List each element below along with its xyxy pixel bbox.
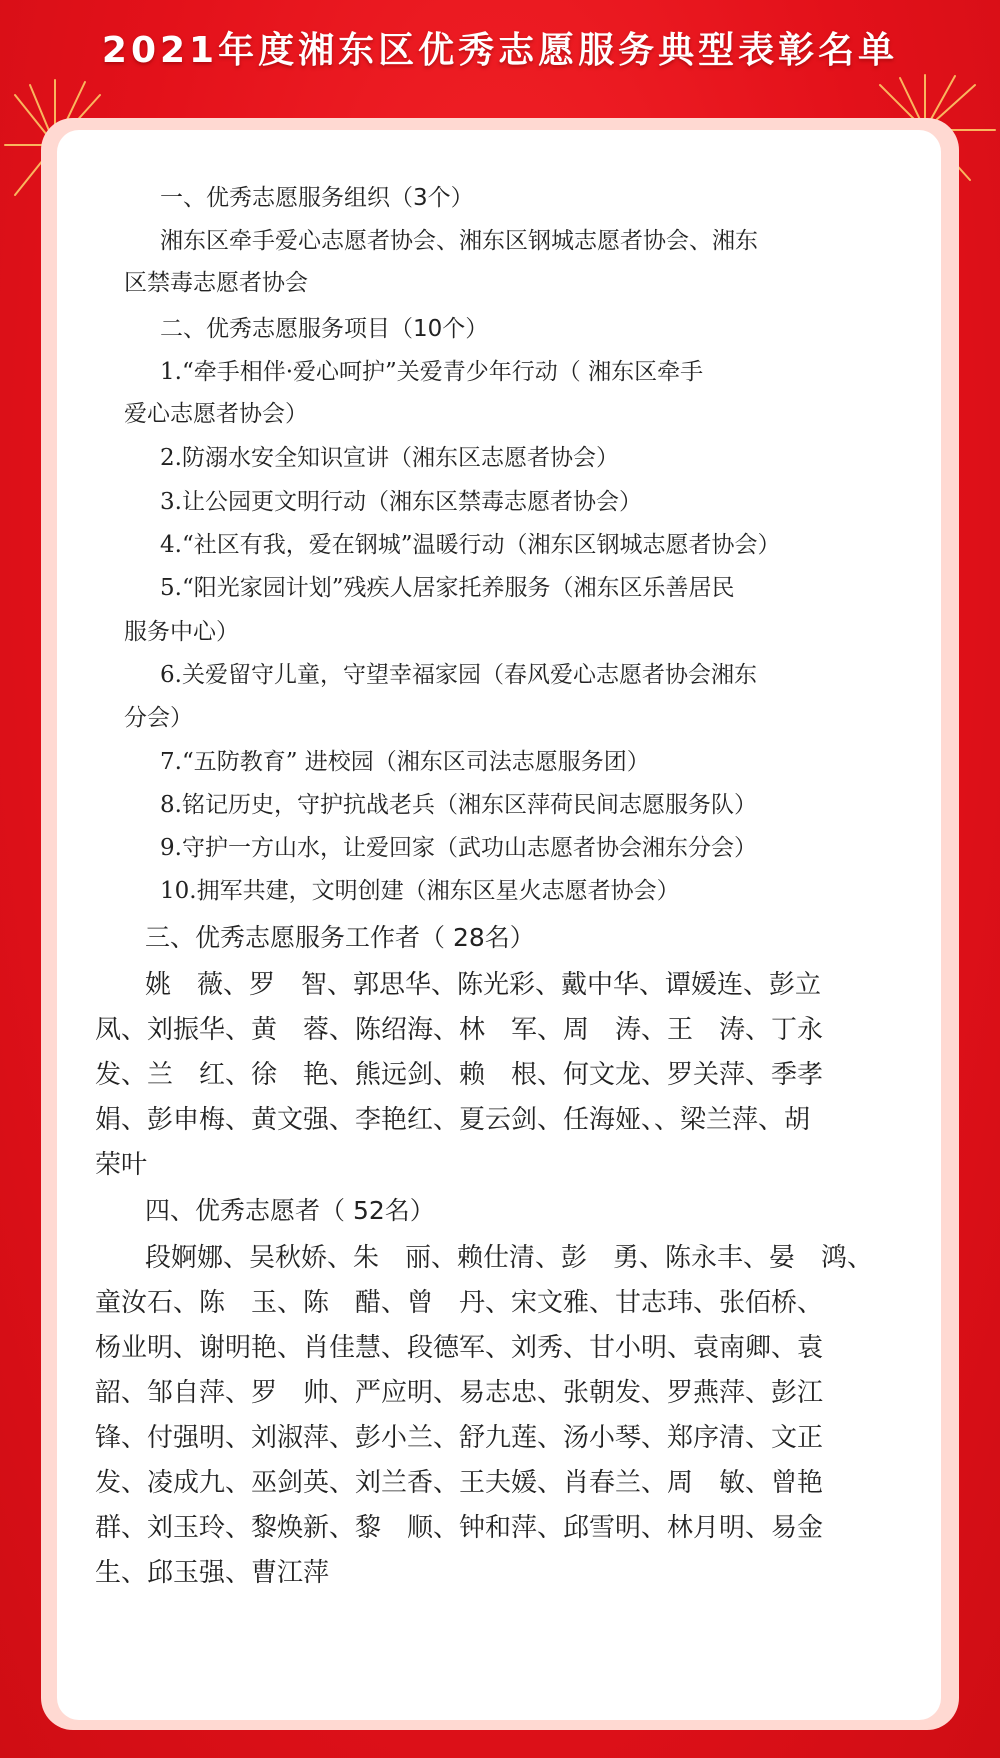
name-list-line: 群、刘玉玲、黎焕新、黎 顺、钟和萍、邱雪明、林月明、易金 xyxy=(95,1513,824,1543)
name-list-line: 童汝石、陈 玉、陈 醋、曾 丹、宋文雅、甘志玮、张佰桥、 xyxy=(95,1288,824,1318)
content-card xyxy=(57,130,941,1720)
name-list-line: 韶、邹自萍、罗 帅、严应明、易志忠、张朝发、罗燕萍、彭江 xyxy=(95,1378,824,1408)
project-item: 3.让公园更文明行动（湘东区禁毒志愿者协会） xyxy=(160,489,642,515)
section-heading-volunteers: 四、优秀志愿者（ 52名） xyxy=(145,1196,435,1225)
page-title: 2021年度湘东区优秀志愿服务典型表彰名单 xyxy=(101,30,899,71)
name-list-line: 娟、彭申梅、黄文强、李艳红、夏云剑、任海娅、、梁兰萍、胡 xyxy=(95,1105,811,1135)
project-item: 2.防溺水安全知识宣讲（湘东区志愿者协会） xyxy=(160,445,619,471)
name-list-line: 杨业明、谢明艳、肖佳慧、段德军、刘秀、甘小明、袁南卿、袁 xyxy=(95,1333,824,1363)
project-item: 4.“社区有我，爱在钢城”温暖行动（湘东区钢城志愿者协会） xyxy=(160,532,781,558)
section-heading-organizations: 一、优秀志愿服务组织（3个） xyxy=(160,185,474,211)
name-list-line: 荣叶 xyxy=(95,1150,148,1180)
name-list-line: 凤、刘振华、黄 蓉、陈绍海、林 军、周 涛、王 涛、丁永 xyxy=(95,1015,824,1045)
project-item: 7.“五防教育” 进校园（湘东区司法志愿服务团） xyxy=(160,749,650,775)
project-item: 9.守护一方山水，让爱回家（武功山志愿者协会湘东分会） xyxy=(160,835,757,861)
section-heading-workers: 三、优秀志愿服务工作者（ 28名） xyxy=(145,923,535,952)
section-heading-projects: 二、优秀志愿服务项目（10个） xyxy=(160,316,489,342)
project-item: 8.铭记历史，守护抗战老兵（湘东区萍荷民间志愿服务队） xyxy=(160,792,757,818)
project-item: 10.拥军共建，文明创建（湘东区星火志愿者协会） xyxy=(160,878,680,904)
name-list-line: 生、邱玉强、曹江萍 xyxy=(95,1558,330,1588)
name-list-line: 锋、付强明、刘淑萍、彭小兰、舒九莲、汤小琴、郑序清、文正 xyxy=(95,1423,824,1453)
name-list-line: 发、凌成九、巫剑英、刘兰香、王夫媛、肖春兰、周 敏、曾艳 xyxy=(95,1468,824,1498)
text-line: 湘东区牵手爱心志愿者协会、湘东区钢城志愿者协会、湘东 xyxy=(160,228,758,254)
name-list-line: 段婀娜、吴秋娇、朱 丽、赖仕清、彭 勇、陈永丰、晏 鸿、 xyxy=(145,1243,874,1273)
project-item: 6.关爱留守儿童，守望幸福家园（春风爱心志愿者协会湘东 xyxy=(160,662,757,688)
project-item: 服务中心） xyxy=(124,619,239,645)
name-list-line: 姚 薇、罗 智、郭思华、陈光彩、戴中华、谭媛连、彭立 xyxy=(145,970,822,1000)
project-item: 爱心志愿者协会） xyxy=(124,401,308,427)
project-item: 5.“阳光家园计划”残疾人居家托养服务（湘东区乐善居民 xyxy=(160,575,735,601)
document-body xyxy=(57,130,941,1720)
project-item: 1.“牵手相伴·爱心呵护”关爱青少年行动（ 湘东区牵手 xyxy=(160,359,704,385)
project-item: 分会） xyxy=(124,705,193,731)
name-list-line: 发、兰 红、徐 艳、熊远剑、赖 根、何文龙、罗关萍、季孝 xyxy=(95,1060,824,1090)
text-line: 区禁毒志愿者协会 xyxy=(124,270,308,296)
